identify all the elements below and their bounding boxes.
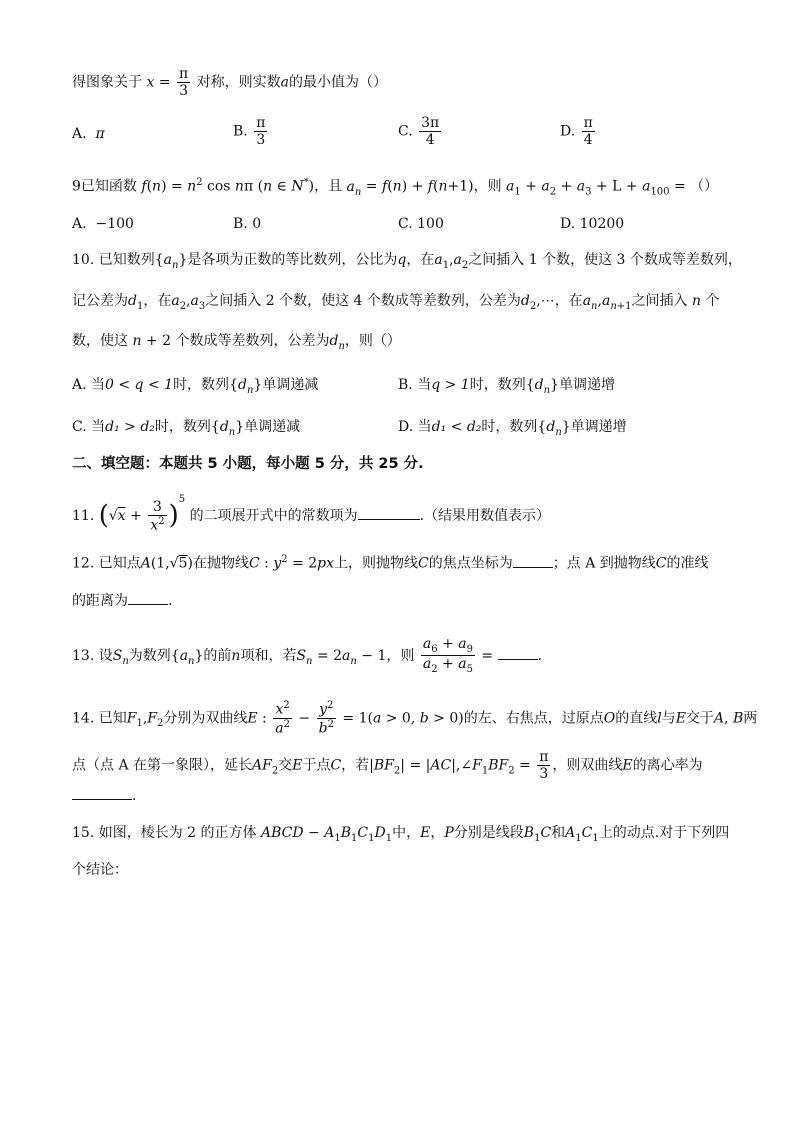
- q13-stem: 13. 设$S_n$为数列$\{a_n\}$的前n项和，若$S_n = 2a_n - 1$，则 $\frac{a_6 + a_9}{a_2 + a_5}$ = .: [72, 636, 543, 676]
- q15-line-1: 15. 如图，棱长为 2 的正方体 ABCD − $A_1B_1C_1D_1$中，E，P分别是线段$B_1C$和$A_1C_1$上的动点.对于下列四: [72, 825, 730, 844]
- q9-option-b[interactable]: B. 0: [233, 216, 262, 232]
- section-2-title: 二、填空题：本题共 5 小题，每小题 5 分，共 25 分.: [72, 456, 424, 472]
- q10-line-2: 记公差为$d_1$，在$a_2,a_3$之间插入 2 个数，使这 4 个数成等差数列，公差为$d_2,\cdots$，在$a_n,a_{n+1}$之间插入 n 个: [72, 293, 720, 312]
- q12-distance-blank[interactable]: [128, 604, 168, 605]
- q9-option-d[interactable]: D. 10200: [560, 216, 625, 232]
- q10-option-a[interactable]: A. 当0 < q < 1时，数列$\{d_n\}$单调递减: [72, 377, 319, 396]
- q8-option-c[interactable]: C. $\frac{3\pi}{4}$: [398, 115, 440, 149]
- q9-option-a[interactable]: A. −100: [72, 216, 134, 232]
- q12-focus-blank[interactable]: [513, 567, 553, 568]
- q14-answer-blank[interactable]: [72, 799, 132, 800]
- q8-option-a[interactable]: A. π: [72, 126, 105, 142]
- q14-line-3: .: [72, 788, 136, 805]
- q8-stem-tail: 得图象关于 x = $\frac{\pi}{3}$ 对称，则实数a的最小值为（）: [72, 66, 388, 100]
- q12-line-2: 的距离为 .: [72, 593, 173, 609]
- q10-line-1: 10. 已知数列$\{a_n\}$是各项为正数的等比数列，公比为q，在$a_1,a_2$之间插入 1 个数，使这 3 个数成等差数列，: [72, 252, 742, 271]
- q12-line-1: 12. 已知点A(1,√5)在抛物线C : $y^2 = 2px$上，则抛物线C的焦点坐标为 ；点 A 到抛物线C的准线: [72, 554, 709, 572]
- q15-line-2: 个结论：: [72, 862, 128, 878]
- q11-answer-blank[interactable]: [358, 519, 420, 520]
- q11-stem: 11. (√x + $\frac{3}{x^2}$ )$^5$ 的二项展开式中的常数项为 .（结果用数值表示）: [72, 494, 551, 534]
- q14-line-2: 点（点 A 在第一象限），延长$AF_2$交E于点C，若$|BF_2|$ = $|AC|,\angle F_1BF_2$ = $\frac{\pi}{3}$ ，则双曲线E的离心率为: [72, 749, 703, 783]
- q8-option-d[interactable]: D. $\frac{\pi}{4}$: [560, 115, 593, 149]
- q10-option-c[interactable]: C. 当d₁ > d₂时，数列$\{d_n\}$单调递减: [72, 419, 301, 438]
- q10-option-d[interactable]: D. 当d₁ < d₂时，数列$\{d_n\}$单调递增: [398, 419, 627, 438]
- q10-option-b[interactable]: B. 当q > 1时，数列$\{d_n\}$单调递增: [398, 377, 615, 396]
- q10-line-3: 数，使这 n + 2 个数成等差数列，公差为$d_n$，则（）: [72, 333, 401, 352]
- q9-stem: 9已知函数 $f(n) = n^2$ cos nπ (n ∈ N*)，且 $a_n = f(n) + f(n+1)$，则 $a_1 + a_2 + a_3 + L + a_{100}$ = （）: [72, 177, 719, 198]
- q9-option-c[interactable]: C. 100: [398, 216, 444, 232]
- q14-line-1: 14. 已知$F_1,F_2$分别为双曲线E : $\frac{x^2}{a^2}$ − $\frac{y^2}{b^2}$ = 1(a > 0, b > 0)的左、右焦点，过原点O的直线l与E交于A, B两: [72, 700, 758, 737]
- q8-option-b[interactable]: B. $\frac{\pi}{3}$: [233, 115, 266, 149]
- q13-answer-blank[interactable]: [498, 659, 538, 660]
